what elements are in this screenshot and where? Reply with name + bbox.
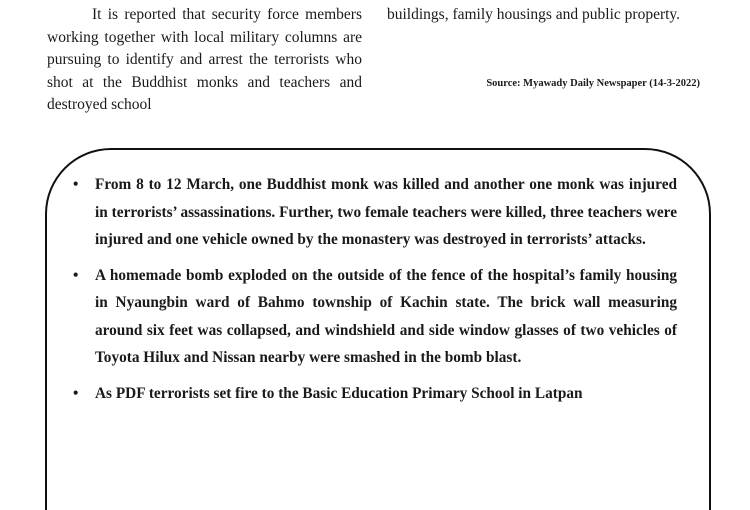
list-item — [72, 171, 677, 254]
source-citation: Source: Myawady Daily Newspaper (14-3-2022) — [486, 78, 700, 89]
list-item-text: From 8 to 12 March, one Buddhist monk was killed and another one monk was injured in terrorists’ assassinations. Further, two female teachers were killed, three teachers were injured and one vehicle owned by the monastery was destroyed in terrorists’ attacks. — [95, 176, 677, 248]
list-item — [72, 380, 677, 408]
list-item-text: As PDF terrorists set fire to the Basic Education Primary School in Latpan — [95, 384, 583, 402]
list-item — [72, 262, 677, 372]
right-paragraph: buildings, family housings and public property. — [387, 6, 681, 23]
right-column — [387, 4, 702, 27]
list-item-text: A homemade bomb exploded on the outside of the fence of the hospital’s family housing in Nyaungbin ward of Bahmo township of Kachin state. The brick wall measuring around six feet was collapsed, and windshield and side window glasses of two vehicles of Toyota Hilux and Nissan nearby were smashed in the bomb blast. — [95, 266, 677, 366]
left-column — [47, 4, 362, 117]
bullet-icon: • — [73, 266, 79, 284]
bullet-icon: • — [73, 384, 79, 402]
bullet-icon: • — [73, 176, 79, 193]
bullet-list — [72, 171, 677, 415]
left-paragraph: It is reported that security force members working together with local military columns are pursuing to identify and arrest the terrorists who shot at the Buddhist monks and teachers and destroyed school — [47, 6, 362, 113]
